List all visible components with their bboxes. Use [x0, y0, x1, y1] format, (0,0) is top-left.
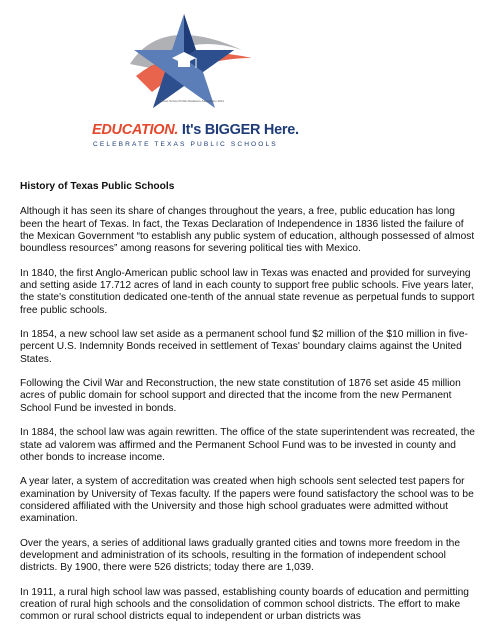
paragraph: In 1840, the first Anglo-American public school law in Texas was enacted and provided for surveying and setting aside 17.712 acres of land in each county to support free public schools. Five years later, the state's constitution dedicated one-tenth of the annual state revenue as perpetual funds to support free public schools.: [20, 267, 475, 316]
texas-star-icon: [92, 6, 272, 126]
tagline-bigger-here: It's BIGGER Here.: [178, 122, 299, 138]
paragraph: In 1884, the school law was again rewritten. The office of the state superintendent was recreated, the state ad valorem was affirmed and the Permanent School Fund was to be invested in county and other bonds to increase income.: [20, 427, 475, 463]
document-body: [20, 181, 480, 636]
logo-subtitle: CELEBRATE TEXAS PUBLIC SCHOOLS: [93, 141, 278, 148]
logo-tagline: [92, 122, 299, 138]
paragraph: Following the Civil War and Reconstruction, the new state constitution of 1876 set aside 45 million acres of public domain for school support and directed that the income from the new Permanent School Fund be invested in bonds.: [20, 378, 461, 414]
tagline-education: EDUCATION.: [92, 122, 179, 138]
logo-micro-text: A Texas School Public Relations Association 2011: [158, 99, 225, 103]
paragraph: In 1911, a rural high school law was passed, establishing county boards of education and permitting creation of rural high schools and the consolidation of common school districts. The effort to make common or rural school districts equal to independent or urban districts was: [20, 586, 469, 623]
paragraph: A year later, a system of accreditation was created when high schools sent selected test papers for examination by University of Texas faculty. If the papers were found satisfactory the school was to be considered affiliated with the University and those high school graduates were admitted without examination.: [20, 476, 474, 525]
paragraph: Over the years, a series of additional laws gradually granted cities and towns more freedom in the development and administration of its schools, resulting in the formation of independent school districts. By 1900, there were 526 districts; today there are 1,039.: [20, 537, 460, 574]
document-title: History of Texas Public Schools: [20, 181, 175, 192]
paragraph: In 1854, a new school law set aside as a permanent school fund $2 million of the $10 million in five-percent U.S. Indemnity Bonds received in settlement of Texas' boundary claims against the United States.: [20, 329, 468, 365]
paragraph: Although it has seen its share of changes throughout the years, a free, public education has long been the heart of Texas. In fact, the Texas Declaration of Independence in 1836 listed the failure of the Mexican Government “to establish any public system of education, although possessed of almost boundless resources” among reasons for severing political ties with Mexico.: [20, 206, 475, 255]
